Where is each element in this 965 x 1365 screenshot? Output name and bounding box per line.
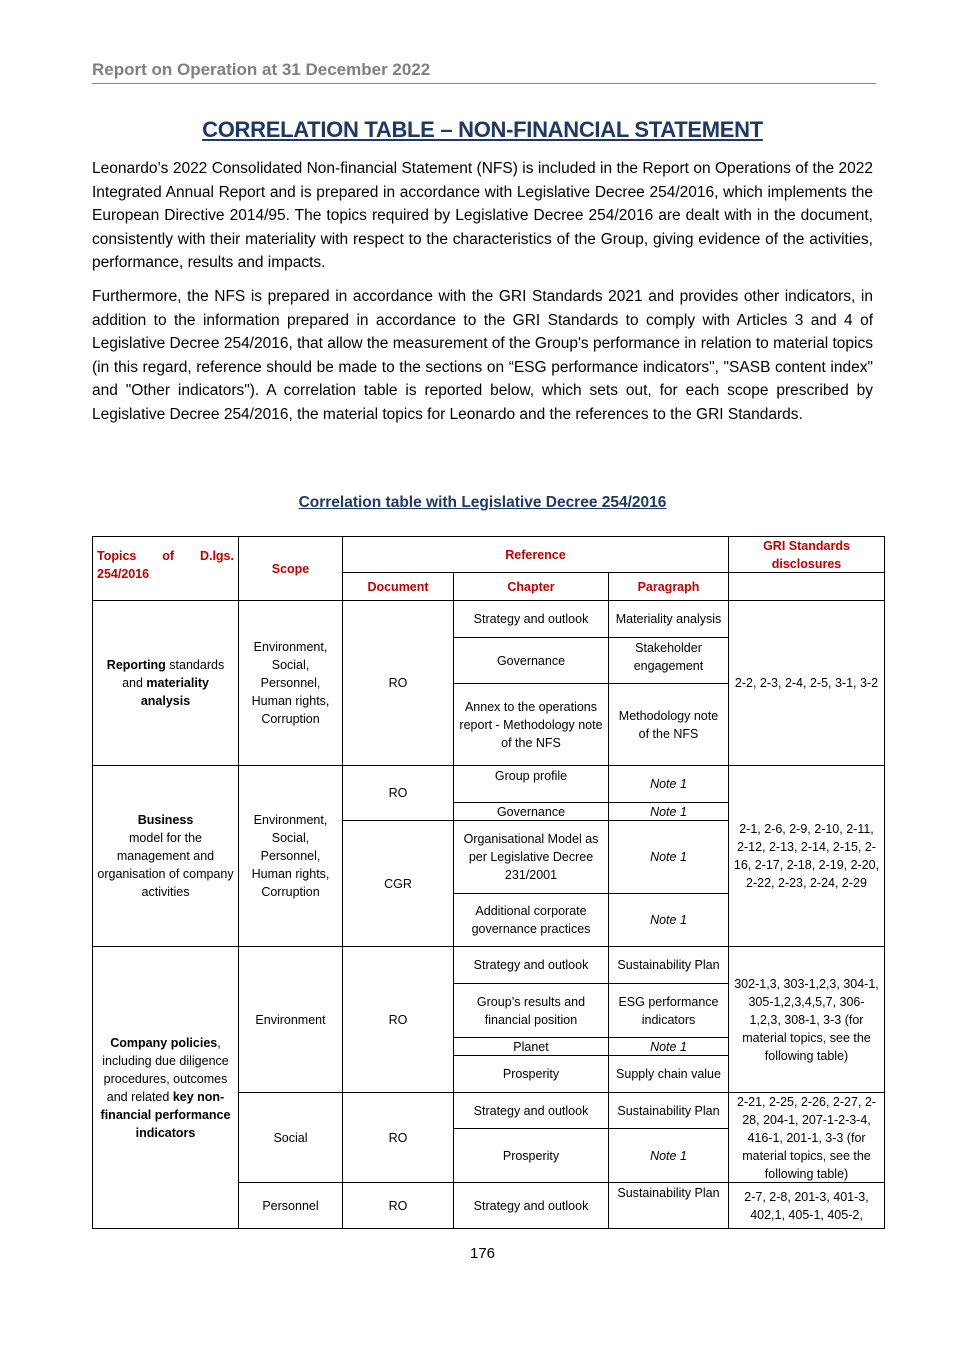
- document-cell: CGR: [342, 820, 454, 947]
- topic-text: , including due diligence procedures, outcomes and related: [102, 1035, 229, 1104]
- chapter-cell: Additional corporate governance practices: [453, 893, 609, 947]
- document-cell: RO: [342, 600, 454, 766]
- topic-text-bold: Business: [137, 813, 194, 827]
- chapter-cell: Strategy and outlook: [453, 1092, 609, 1129]
- header-gri: GRI Standards disclosures: [728, 536, 885, 573]
- gri-cell: 2-1, 2-6, 2-9, 2-10, 2-11, 2-12, 2-13, 2-14, 2-15, 2-16, 2-17, 2-18, 2-19, 2-20, 2-22, 2-23, 2-24, 2-29: [728, 765, 885, 947]
- header-document: Document: [342, 572, 454, 601]
- topic-reporting: [92, 600, 239, 766]
- scope-cell: Social: [238, 1092, 343, 1183]
- topic-text-bold: Reporting: [106, 658, 166, 672]
- document-cell: RO: [342, 946, 454, 1093]
- paragraph-cell: Supply chain value: [608, 1055, 729, 1093]
- chapter-cell: Strategy and outlook: [453, 1182, 609, 1229]
- header-topics-word: D.lgs.: [199, 549, 234, 563]
- header-scope: Scope: [238, 536, 343, 601]
- chapter-cell: Organisational Model as per Legislative Decree 231/2001: [453, 820, 609, 894]
- chapter-cell: Strategy and outlook: [453, 600, 609, 638]
- document-cell: RO: [342, 765, 454, 821]
- chapter-cell: Strategy and outlook: [453, 946, 609, 984]
- table-caption: Correlation table with Legislative Decree 254/2016: [298, 494, 667, 511]
- chapter-cell: Prosperity: [453, 1055, 609, 1093]
- scope-cell: Environment, Social, Personnel, Human rights, Corruption: [238, 765, 343, 947]
- header-chapter: Chapter: [453, 572, 609, 601]
- paragraph-cell: Materiality analysis: [608, 600, 729, 638]
- gri-cell: 2-21, 2-25, 2-26, 2-27, 2-28, 204-1, 207-1-2-3-4, 416-1, 201-1, 3-3 (for material topics, see the following table): [728, 1092, 885, 1183]
- paragraph-cell: Note 1: [608, 802, 729, 821]
- intro-paragraph-2: Furthermore, the NFS is prepared in accordance with the GRI Standards 2021 and provides other indicators, in addition to the information prepared in accordance to the GRI Standards to comply with Articles 3 and 4 of Legislative Decree 254/2016, that allow the measurement of the Group's performance in relation to material topics (in this regard, reference should be made to the sections on “ESG performance indicators", "SASB content index" and "Other indicators"). A correlation table is reported below, which sets out, for each scope prescribed by Legislative Decree 254/2016, the material topics for Leonardo and the references to the GRI Standards.: [92, 288, 873, 423]
- page-title: CORRELATION TABLE – NON-FINANCIAL STATEMENT: [202, 117, 763, 142]
- paragraph-cell: Sustainability Plan: [608, 946, 729, 984]
- report-header: Report on Operation at 31 December 2022: [92, 59, 876, 84]
- paragraph-cell: Methodology note of the NFS: [608, 683, 729, 766]
- header-paragraph: Paragraph: [608, 572, 729, 601]
- intro-paragraph-1: Leonardo’s 2022 Consolidated Non-financial Statement (NFS) is included in the Report on Operations of the 2022 Integrated Annual Report and is prepared in accordance with Legislative Decree 254/2016, which implements the European Directive 2014/95. The topics required by Legislative Decree 254/2016 are dealt with in the document, consistently with their materiality with respect to the characteristics of the Group, giving evidence of the activities, performance, results and impacts.: [92, 160, 873, 272]
- paragraph-cell: Note 1: [608, 765, 729, 803]
- header-topics-word: of: [162, 549, 175, 563]
- chapter-cell: Group profile: [453, 765, 609, 803]
- paragraph-cell: Sustainability Plan: [608, 1092, 729, 1129]
- topic-company-policies: [92, 946, 239, 1229]
- header-empty: [728, 572, 885, 601]
- gri-cell: 2-2, 2-3, 2-4, 2-5, 3-1, 3-2: [728, 600, 885, 766]
- gri-cell: 302-1,3, 303-1,2,3, 304-1, 305-1,2,3,4,5,7, 306-1,2,3, 308-1, 3-3 (for material topics, see the following table): [728, 946, 885, 1093]
- header-reference: Reference: [342, 536, 729, 573]
- paragraph-cell: Note 1: [608, 820, 729, 894]
- header-topics: [92, 536, 239, 601]
- paragraph-cell: Sustainability Plan: [608, 1182, 729, 1229]
- chapter-cell: Governance: [453, 802, 609, 821]
- chapter-cell: Group’s results and financial position: [453, 983, 609, 1038]
- paragraph-cell: Stakeholder engagement: [608, 637, 729, 684]
- header-topics-word: Topics: [97, 549, 137, 563]
- gri-cell: 2-7, 2-8, 201-3, 401-3, 402,1, 405-1, 405-2,: [728, 1182, 885, 1229]
- paragraph-cell: Note 1: [608, 1128, 729, 1183]
- paragraph-cell: Note 1: [608, 1037, 729, 1056]
- document-cell: RO: [342, 1182, 454, 1229]
- topic-text-bold: key non-financial performance indicators: [100, 1089, 231, 1140]
- chapter-cell: Governance: [453, 637, 609, 684]
- paragraph-cell: Note 1: [608, 893, 729, 947]
- paragraph-cell: ESG performance indicators: [608, 983, 729, 1038]
- chapter-cell: Prosperity: [453, 1128, 609, 1183]
- header-topics-line2: 254/2016: [97, 567, 150, 581]
- topic-text: standards and: [122, 658, 225, 690]
- scope-cell: Environment: [238, 946, 343, 1093]
- scope-cell: Personnel: [238, 1182, 343, 1229]
- topic-business-model: [92, 765, 239, 947]
- topic-text-bold: Company policies: [110, 1035, 218, 1050]
- topic-text: model for the management and organisation of company activities: [97, 831, 234, 899]
- chapter-cell: Annex to the operations report - Methodology note of the NFS: [453, 683, 609, 766]
- document-cell: RO: [342, 1092, 454, 1183]
- page-number: 176: [469, 1245, 496, 1262]
- scope-cell: Environment, Social, Personnel, Human rights, Corruption: [238, 600, 343, 766]
- topic-text-bold: materiality analysis: [140, 676, 209, 708]
- chapter-cell: Planet: [453, 1037, 609, 1056]
